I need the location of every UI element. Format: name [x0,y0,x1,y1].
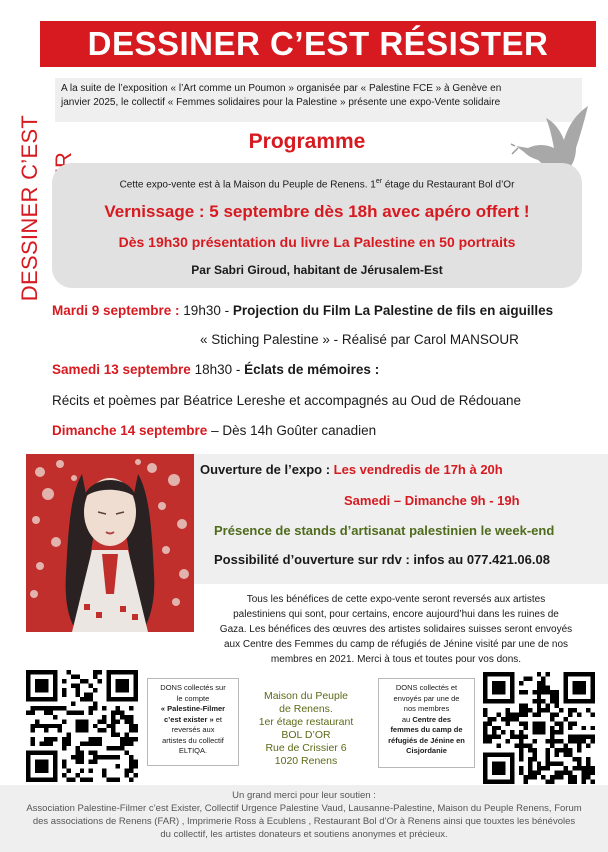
qr-code-right-icon[interactable] [483,672,595,784]
intro-line: janvier 2025, le collectif « Femmes solidaires pour la Palestine » présente une expo-Vente solidaire [61,97,501,108]
dons-text: au [401,714,413,724]
event-title: Éclats de mémoires : [244,362,380,377]
address-line: Rue de Crissier 6 [265,742,347,754]
event-3 [52,423,376,438]
benefits-line: Gaza. Les bénéfices des œuvres des artistes solidaires suisses seront envoyés [219,624,573,635]
dons-line: femmes du camp de [390,725,463,734]
event-1 [52,303,553,318]
event-date: Samedi 13 septembre [52,362,191,377]
dons-line: DONS collectés sur [160,683,226,692]
dons-line: ELTIQA. [178,746,208,755]
event-1-detail: « Stiching Palestine » - Réalisé par Carol MANSOUR [200,332,519,347]
qr-code-left-icon[interactable] [26,670,138,782]
author-line: Par Sabri Giroud, habitant de Jérusalem-Est [191,263,443,277]
book-presentation: Dès 19h30 présentation du livre La Palestine en 50 portraits [118,234,516,250]
address-line: Maison du Peuple [263,690,349,702]
rdv-info: Possibilité d’ouverture sur rdv : infos au 077.421.06.08 [214,552,550,567]
dons-text: et [213,714,222,724]
dons-line [382,715,471,726]
dons-line: nos membres [403,704,450,713]
opening-weekday: Les vendredis de 17h à 20h [333,462,503,477]
venue-sup: er [375,178,383,185]
dons-centre: Centre des [412,714,452,724]
benefits-line: membres en 2021. Merci à tous et toutes pour vos dons. [270,654,522,665]
dons-line: réfugiés de Jénine en [388,735,465,745]
benefits-line: Tous les bénéfices de cette expo-vente seront reversés aux artistes [246,594,546,605]
dons-left-box [147,678,239,766]
venue-text: Cette expo-vente est à la Maison du Peuple de Renens. 1 [119,179,376,191]
painting-image [26,454,194,632]
address-line: 1020 Renens [274,755,338,767]
thanks-line: Association Palestine-Filmer c’est Exister, Collectif Urgence Palestine Vaud, Lausanne-Palestine, Maison du Peuple Renens, Forum [26,803,582,814]
intro-line: A la suite de l’exposition « l’Art comme un Poumon » organisée par « Palestine FCE » à Genève en [61,83,502,94]
benefits-line: aux Centre des Femmes du camp de réfugiés de Jénine visité par une de nos [223,639,569,650]
programme-heading: Programme [248,130,366,153]
stands-info: Présence de stands d’artisanat palestinien le week-end [214,523,555,538]
dons-right-box [378,678,475,768]
intro-box [55,78,582,122]
event-date: Dimanche 14 septembre [52,423,208,438]
dons-line: « Palestine-Filmer [160,704,226,713]
vernissage-headline: Vernissage : 5 septembre dès 18h avec apéro offert ! [104,202,530,221]
qr-code-graphic [483,672,595,784]
poster-title: DESSINER C’EST RÉSISTER [40,21,596,67]
qr-code-graphic [26,670,138,782]
dons-line: DONS collectés et [395,683,458,692]
event-time: 19h30 - [179,303,233,318]
event-title: Projection du Film La Palestine de fils en aiguilles [232,303,554,318]
thanks-line: des associations de Renens (FAR) , Imprimerie Ross à Ecublens , Restaurant Bol d’Or à Renens ainsi que touxtes les bénévoles [32,816,576,827]
dons-line: envoyés par une de [393,693,460,703]
event-2-detail: Récits et poèmes par Béatrice Lereshe et accompagnés au Oud de Rédouane [52,393,522,408]
opening-hours [200,462,503,477]
address-line: de Renens. [279,703,333,715]
event-date: Mardi 9 septembre : [52,303,180,318]
thanks-footer [0,785,608,852]
dons-line: Cisjordanie [406,746,447,755]
dons-line [151,715,235,726]
dons-line: le compte [176,693,210,703]
dons-line: artistes du collectif [162,735,224,745]
venue-line [52,178,582,190]
address-line: BOL D’OR [281,729,331,741]
opening-weekend: Samedi – Dimanche 9h - 19h [344,493,520,508]
event-time: 18h30 - [190,362,245,377]
dons-line: reversés aux [171,725,215,734]
side-title: DESSINER C’EST [17,114,42,302]
event-detail: – Dès 14h Goûter canadien [207,423,377,438]
painting-art [26,454,194,632]
venue-address [250,690,362,768]
address-line: 1er étage restaurant [258,716,354,728]
dons-account: c’est exister » [164,714,214,724]
benefits-line: palestiniens qui sont, pour certains, encore aujourd’hui dans les ruines de [233,609,559,620]
benefits-text [196,592,596,667]
thanks-line: du collectif, les artistes donateurs et soutiens anonymes et précieux. [160,829,448,840]
thanks-line: Un grand merci pour leur soutien : [232,790,376,801]
event-2 [52,362,379,377]
opening-label: Ouverture de l’expo : [200,462,334,477]
venue-text: étage du Restaurant Bol d’Or [382,179,515,191]
